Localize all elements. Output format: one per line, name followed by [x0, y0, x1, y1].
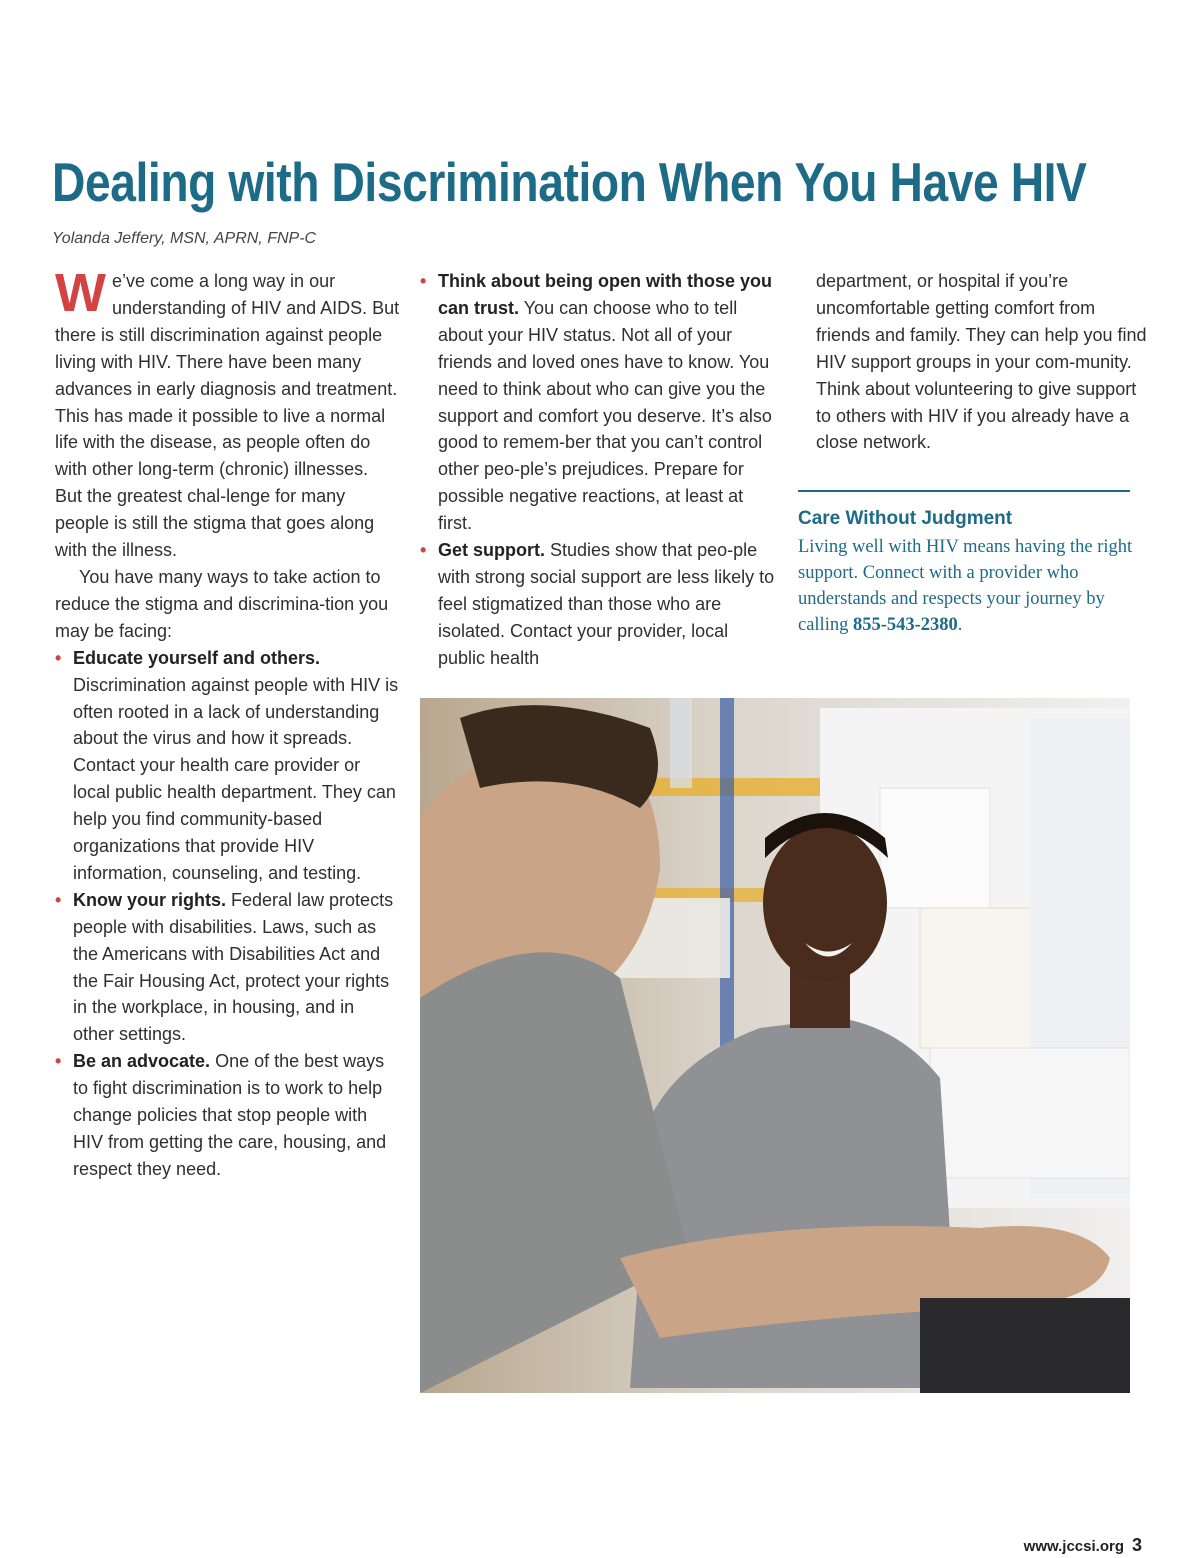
column-one: [55, 263, 400, 1183]
bullet-text: Federal law protects people with disabilities. Laws, such as the Americans with Disabilities Act and the Fair Housing Act, protect your rights in the workplace, in housing, and in other settings.: [73, 889, 394, 1045]
bullet-heading: Get support.: [438, 540, 545, 561]
bullet-heading: Think about being open with those you can trust.: [438, 271, 772, 318]
bullet-text: Discrimination against people with HIV is often rooted in a lack of understanding about the virus and how it spreads. Contact your health care provider or local public health department. They can help you find community-based organizations that provide HIV information, counseling, and testing.: [73, 674, 399, 883]
bullet-dot-icon: •: [55, 647, 62, 668]
callout-divider: [798, 490, 1130, 492]
callout-end: .: [957, 615, 963, 635]
page-number: 3: [1131, 1535, 1142, 1555]
bullet-dot-icon: •: [55, 1051, 62, 1072]
column-two: [420, 268, 780, 672]
bullet-heading: Be an advocate.: [73, 1051, 211, 1072]
bullet-heading: Educate yourself and others.: [73, 647, 321, 668]
callout-body: [798, 534, 1148, 638]
intro-paragraph: [55, 263, 400, 564]
bullet-list: [55, 645, 400, 1183]
bullet-text: Studies show that peo-ple with strong social support are less likely to feel stigmatized than those who are isolated. Contact your provider, local public health: [438, 540, 775, 668]
intro-paragraph-two: You have many ways to take action to reduce the stigma and discrimina-tion you may be facing:: [55, 566, 389, 641]
footer-url[interactable]: www.jccsi.org: [1023, 1538, 1124, 1555]
callout-phone[interactable]: 855-543-2380: [852, 615, 958, 635]
callout-heading: Care Without Judgment: [798, 508, 1013, 529]
bullet-item: [420, 268, 780, 537]
bullet-item: [55, 1048, 400, 1183]
page-footer: [1024, 1535, 1142, 1556]
callout-text: Living well with HIV means having the right support. Connect with a provider who understands and respects your journey by calling: [798, 537, 1133, 635]
column-three: [798, 268, 1148, 456]
intro-text: e’ve come a long way in our understanding of HIV and AIDS. But there is still discrimination against people living with HIV. There have been many advances in early diagnosis and treatment. This has made it possible to live a normal life with the disease, as people often do with other long-term (chronic) illnesses. But the greatest chal-lenge for many people is still the stigma that goes along with the illness.: [55, 271, 400, 561]
continuation-text: department, or hospital if you’re uncomfortable getting comfort from friends and family. They can help you find HIV support groups in your com-munity. Think about volunteering to give support to others with HIV if you already have a close network.: [816, 271, 1147, 453]
bullet-item: [55, 645, 400, 887]
bullet-dot-icon: •: [55, 889, 62, 910]
bullet-item: [420, 537, 780, 672]
author-byline: Yolanda Jeffery, MSN, APRN, FNP-C: [52, 230, 317, 247]
bullet-heading: Know your rights.: [73, 889, 226, 910]
bullet-list: [420, 268, 780, 672]
page-title: Dealing with Discrimination When You Have HIV: [52, 151, 1087, 213]
photo-illustration: [420, 698, 1130, 1393]
bullet-text: You can choose who to tell about your HIV status. Not all of your friends and loved ones have to know. You need to think about who can give you the support and comfort you deserve. It’s also good to remem-ber that you can’t control other peo-ple’s prejudices. Prepare for possible negative reactions, at least at first.: [438, 297, 772, 534]
bullet-dot-icon: •: [420, 540, 427, 561]
bullet-dot-icon: •: [420, 271, 427, 291]
drop-cap: W: [55, 263, 106, 323]
bullet-text: One of the best ways to fight discrimination is to work to help change policies that stop people with HIV from getting the care, housing, and respect they need.: [73, 1051, 387, 1179]
bullet-item: [55, 887, 400, 1048]
warehouse-photo: [420, 698, 1130, 1393]
